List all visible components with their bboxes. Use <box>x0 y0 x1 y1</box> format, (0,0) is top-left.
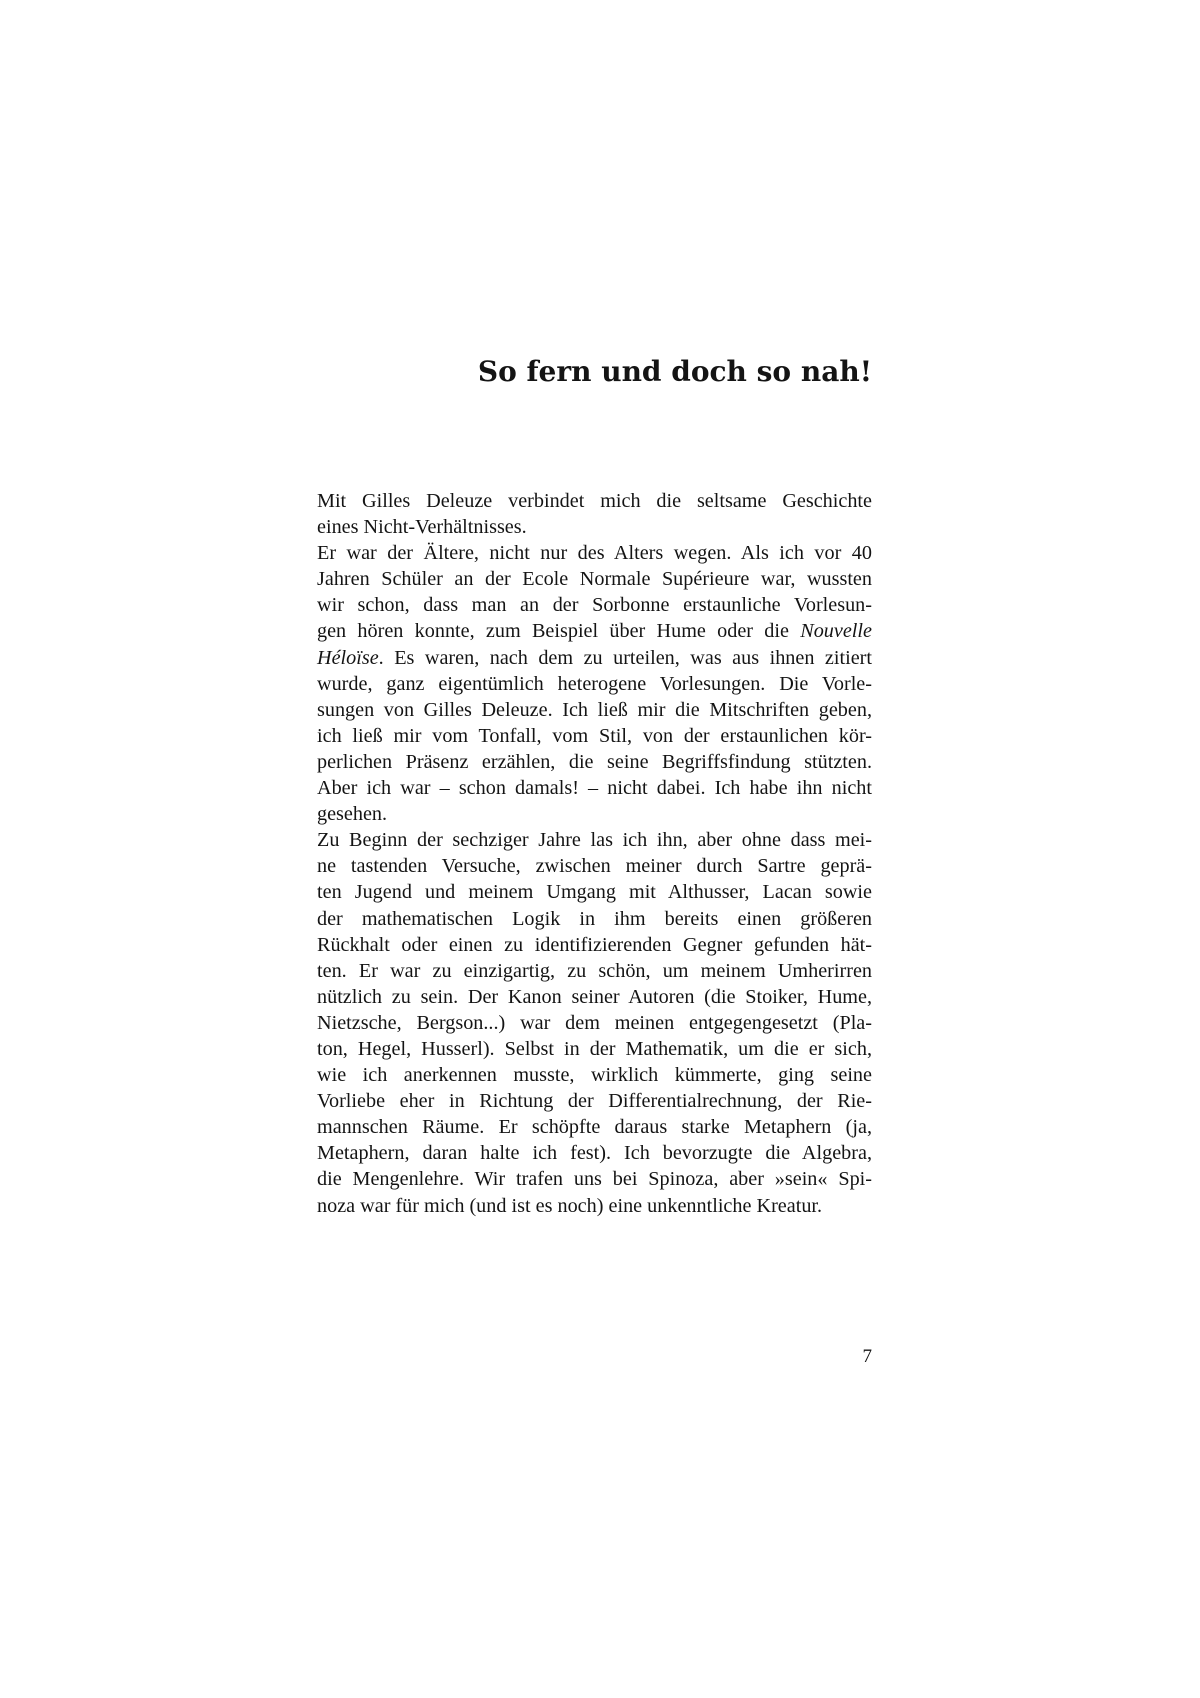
line-text: Vorliebe eher in Richtung der Differentialrechnung, der Rie- <box>317 1090 872 1113</box>
text-line <box>317 1010 872 1036</box>
text-line <box>317 775 872 801</box>
line-text: der mathematischen Logik in ihm bereits einen größeren <box>317 907 872 930</box>
text-line <box>317 1062 872 1088</box>
italic-text: Héloïse <box>317 646 379 669</box>
line-text: Zu Beginn der sechziger Jahre las ich ihn, aber ohne dass mei- <box>317 829 872 852</box>
line-text: . Es waren, nach dem zu urteilen, was aus ihnen zitiert <box>378 646 872 669</box>
line-text: ten Jugend und meinem Umgang mit Althusser, Lacan sowie <box>317 881 872 904</box>
text-line <box>317 1166 872 1192</box>
line-text: gesehen. <box>317 803 388 826</box>
text-line <box>317 1140 872 1166</box>
text-line <box>317 879 872 905</box>
line-text: ton, Hegel, Husserl). Selbst in der Mathematik, um die er sich, <box>317 1037 872 1060</box>
line-text: die Mengenlehre. Wir trafen uns bei Spinoza, aber »sein« Spi- <box>317 1168 872 1191</box>
line-text: eines Nicht-Verhältnisses. <box>317 516 527 539</box>
body-text <box>317 488 872 1219</box>
line-text: wir schon, dass man an der Sorbonne erstaunliche Vorlesun- <box>317 594 872 617</box>
text-line <box>317 514 872 540</box>
line-text: noza war für mich (und ist es noch) eine unkenntliche Kreatur. <box>317 1194 823 1217</box>
page-number: 7 <box>862 1346 872 1367</box>
text-line <box>317 984 872 1010</box>
text-line <box>317 1088 872 1114</box>
line-text: wie ich anerkennen musste, wirklich kümmerte, ging seine <box>317 1064 872 1087</box>
text-line <box>317 1036 872 1062</box>
text-line <box>317 671 872 697</box>
text-line <box>317 801 872 827</box>
line-text: sungen von Gilles Deleuze. Ich ließ mir die Mitschriften geben, <box>317 698 872 721</box>
text-line <box>317 749 872 775</box>
line-text: wurde, ganz eigentümlich heterogene Vorlesungen. Die Vorle- <box>317 672 872 695</box>
line-text: Mit Gilles Deleuze verbindet mich die seltsame Geschichte <box>317 490 872 512</box>
line-text: perlichen Präsenz erzählen, die seine Begriffsfindung stützten. <box>317 750 872 773</box>
line-text: Aber ich war – schon damals! – nicht dabei. Ich habe ihn nicht <box>317 777 872 800</box>
text-line <box>317 906 872 932</box>
line-text: ich ließ mir vom Tonfall, vom Stil, von der erstaunlichen kör- <box>317 724 872 747</box>
line-text: ten. Er war zu einzigartig, zu schön, um meinem Umherirren <box>317 959 872 982</box>
text-line <box>317 1193 872 1219</box>
text-line <box>317 958 872 984</box>
italic-text: Nouvelle <box>800 620 872 643</box>
line-text: Metaphern, daran halte ich fest). Ich bevorzugte die Algebra, <box>317 1142 872 1165</box>
line-text: Rückhalt oder einen zu identifizierenden Gegner gefunden hät- <box>317 933 872 956</box>
line-text: nützlich zu sein. Der Kanon seiner Autoren (die Stoiker, Hume, <box>317 985 872 1008</box>
line-text: Er war der Ältere, nicht nur des Alters wegen. Als ich vor 40 <box>317 542 872 565</box>
line-text: Nietzsche, Bergson...) war dem meinen entgegengesetzt (Pla- <box>317 1011 872 1034</box>
text-line <box>317 488 872 514</box>
text-line <box>317 618 872 644</box>
text-line <box>317 932 872 958</box>
text-line <box>317 723 872 749</box>
line-text: gen hören konnte, zum Beispiel über Hume oder die <box>317 620 801 643</box>
text-line <box>317 1114 872 1140</box>
text-line <box>317 853 872 879</box>
page-title: So fern und doch so nah! <box>477 355 872 388</box>
text-line <box>317 697 872 723</box>
line-text: mannschen Räume. Er schöpfte daraus starke Metaphern (ja, <box>317 1116 872 1139</box>
line-text: Jahren Schüler an der Ecole Normale Supérieure war, wussten <box>317 568 872 591</box>
text-line <box>317 645 872 671</box>
text-line <box>317 566 872 592</box>
text-line <box>317 540 872 566</box>
text-line <box>317 592 872 618</box>
line-text: ne tastenden Versuche, zwischen meiner durch Sartre geprä- <box>317 855 872 878</box>
text-line <box>317 827 872 853</box>
